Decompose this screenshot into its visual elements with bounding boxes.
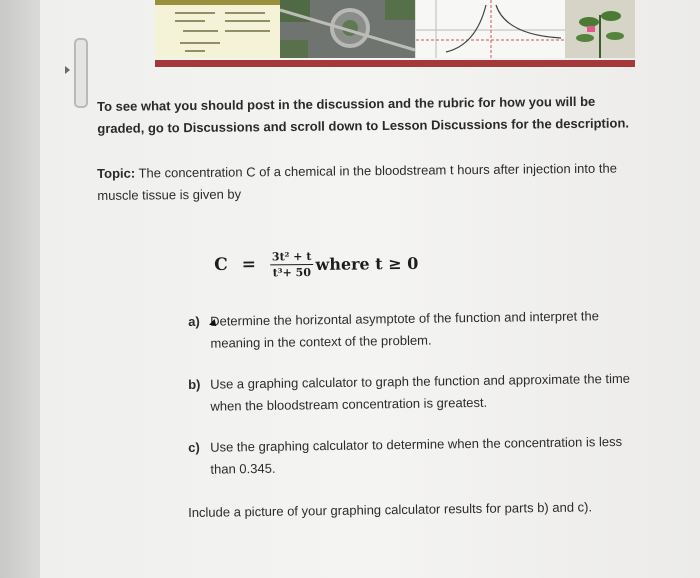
banner-plant-thumbnail	[565, 0, 635, 58]
formula-fraction	[270, 249, 314, 278]
formula-denominator: t³+ 50	[272, 265, 312, 279]
play-arrow-icon	[65, 66, 70, 74]
banner-accent-bar	[155, 60, 635, 67]
question-a	[188, 305, 641, 355]
closing-instruction: Include a picture of your graphing calculator results for parts b) and c).	[188, 499, 593, 520]
banner-road-thumbnail	[280, 0, 415, 58]
formula-lhs: C	[214, 254, 228, 275]
question-b-text: Use a graphing calculator to graph the function and approximate the time when the bloodstream concentration is greatest.	[210, 370, 631, 414]
topic-text: The concentration C of a chemical in the bloodstream t hours after injection into the muscle tissue is given by	[97, 160, 617, 203]
screen-edge	[0, 0, 40, 578]
question-c-text: Use the graphing calculator to determine when the concentration is less than 0.345.	[210, 433, 623, 477]
banner-graph-thumbnail	[415, 0, 566, 58]
scroll-handle[interactable]	[74, 38, 88, 108]
topic-label: Topic:	[97, 165, 136, 181]
question-a-text: Determine the horizontal asymptote of the function and interpret the meaning in the context of the problem.	[210, 308, 599, 351]
question-c	[188, 431, 641, 481]
document-page	[40, 0, 700, 578]
question-b	[188, 368, 641, 418]
instructions-text: To see what you should post in the discussion and the rubric for how you will be graded, go to Discussions and scroll down to Lesson Discussions for the description.	[97, 93, 630, 136]
question-a-label: a)	[188, 313, 200, 329]
topic-paragraph	[97, 157, 637, 207]
concentration-formula	[214, 245, 419, 283]
banner-document-thumbnail	[155, 0, 281, 58]
question-c-label: c)	[188, 439, 200, 455]
formula-condition: where t ≥ 0	[315, 253, 419, 274]
formula-numerator: 3t² + t	[270, 249, 314, 264]
formula-equals: =	[241, 254, 257, 275]
header-banner	[155, 0, 635, 64]
question-b-label: b)	[188, 376, 201, 392]
